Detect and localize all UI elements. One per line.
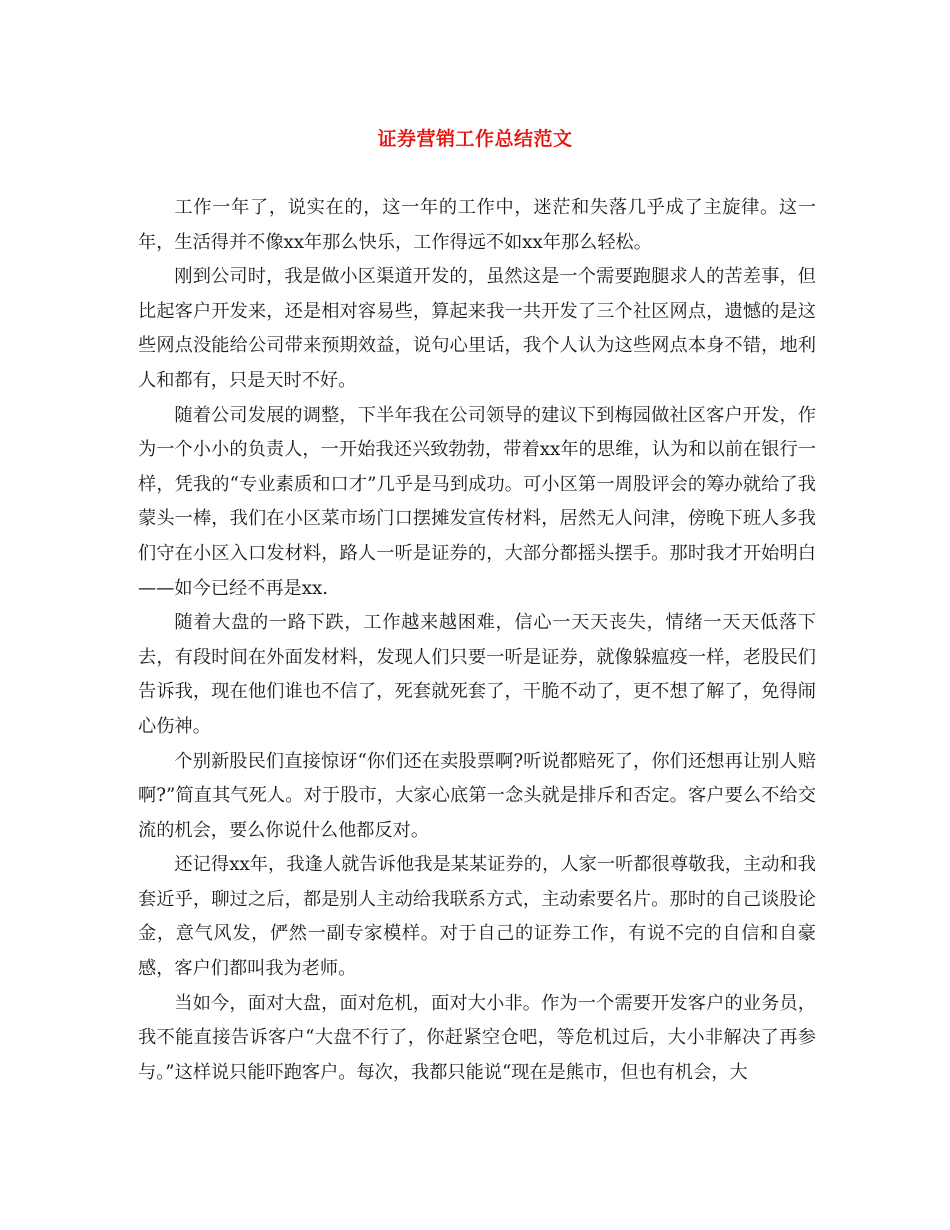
document-title: 证券营销工作总结范文 <box>377 128 573 150</box>
paragraph: 个别新股民们直接惊讶“你们还在卖股票啊?听说都赔死了，你们还想再让别人赔啊?”简直其气死人。对于股市，大家心底第一念头就是排斥和否定。客户要么不给交流的机会，要么你说什么他都反对。 <box>138 750 816 841</box>
paragraph: 还记得xx年，我逢人就告诉他我是某某证券的，人家一听都很尊敬我，主动和我套近乎，聊过之后，都是别人主动给我联系方式，主动索要名片。那时的自己谈股论金，意气风发，俨然一副专家模样。对于自己的证券工作，有说不完的自信和自豪感，客户们都叫我为老师。 <box>138 854 816 980</box>
paragraph: 工作一年了，说实在的，这一年的工作中，迷茫和失落几乎成了主旋律。这一年，生活得并不像xx年那么快乐，工作得远不如xx年那么轻松。 <box>138 197 816 253</box>
paragraph: 当如今，面对大盘，面对危机，面对大小非。作为一个需要开发客户的业务员，我不能直接告诉客户“大盘不行了，你赶紧空仓吧，等危机过后，大小非解决了再参与。”这样说只能吓跑客户。每次，我都只能说“现在是熊市，但也有机会，大 <box>138 992 816 1083</box>
paragraph: 刚到公司时，我是做小区渠道开发的，虽然这是一个需要跑腿求人的苦差事，但比起客户开发来，还是相对容易些，算起来我一共开发了三个社区网点，遗憾的是这些网点没能给公司带来预期效益，说句心里话，我个人认为这些网点本身不错，地利人和都有，只是天时不好。 <box>138 266 816 391</box>
paragraph: 随着公司发展的调整，下半年我在公司领导的建议下到梅园做社区客户开发，作为一个小小的负责人，一开始我还兴致勃勃，带着xx年的思维，认为和以前在银行一样，凭我的“专业素质和口才”几乎是马到成功。可小区第一周股评会的筹办就给了我蒙头一棒，我们在小区菜市场门口摆摊发宣传材料，居然无人问津，傍晚下班人多我们守在小区入口发材料，路人一听是证券的，大部分都摇头摆手。那时我才开始明白——如今已经不再是xx. <box>138 404 816 599</box>
paragraph: 随着大盘的一路下跌，工作越来越困难，信心一天天丧失，情绪一天天低落下去，有段时间在外面发材料，发现人们只要一听是证券，就像躲瘟疫一样，老股民们告诉我，现在他们谁也不信了，死套就死套了，干脆不动了，更不想了解了，免得闹心伤神。 <box>138 612 816 737</box>
document-body <box>138 191 816 1090</box>
